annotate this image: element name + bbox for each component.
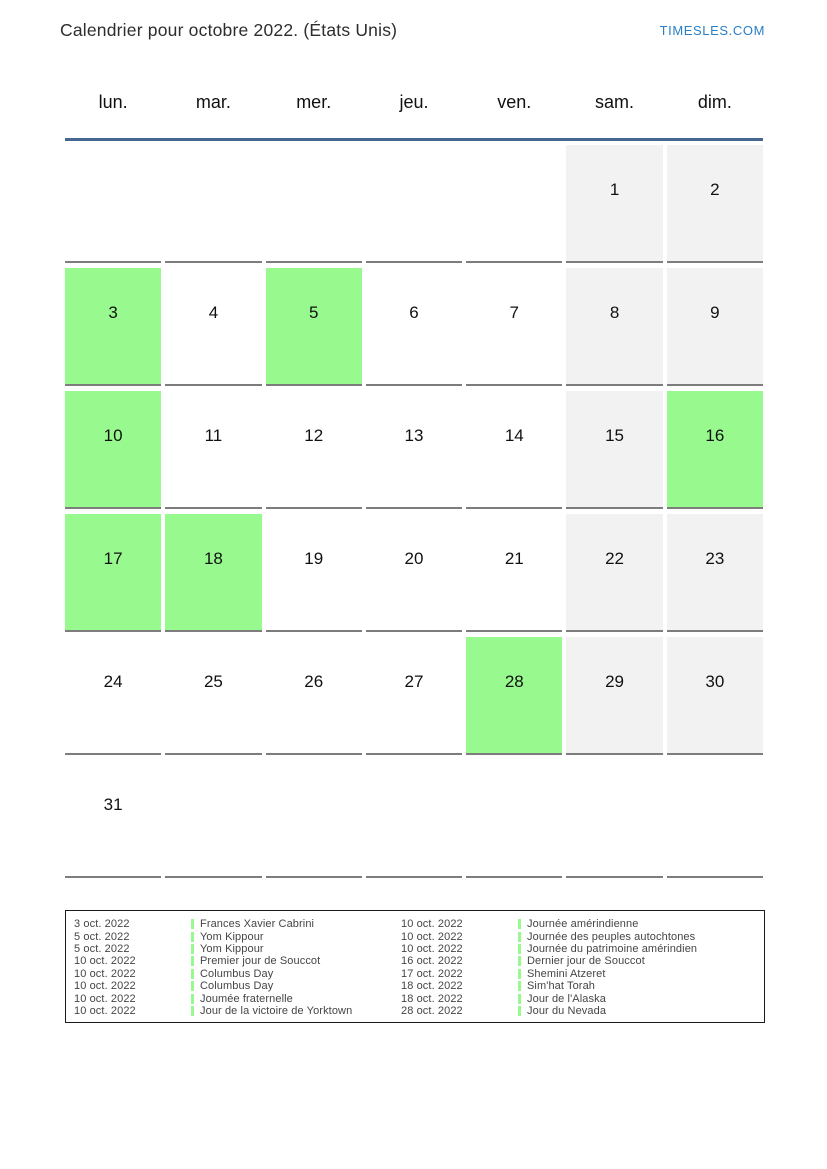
legend-box: [65, 910, 765, 1023]
legend-entry: [74, 968, 401, 980]
day-number: 1: [609, 180, 620, 199]
legend-column-1: [74, 918, 401, 1017]
holiday-marker-icon: [518, 944, 521, 954]
legend-date: 10 oct. 2022: [74, 955, 136, 968]
legend-date: 18 oct. 2022: [401, 992, 463, 1005]
legend-entry: [401, 955, 760, 967]
calendar-cell-empty: [466, 145, 562, 263]
calendar-cell-empty: [466, 760, 562, 878]
calendar-cell-13: [366, 391, 462, 509]
day-header-ven: ven.: [497, 92, 532, 112]
calendar-cell-25: [165, 637, 261, 755]
holiday-marker-icon: [518, 981, 521, 991]
legend-entry: [74, 992, 401, 1004]
day-number: 31: [103, 795, 123, 814]
legend-holiday-name: Frances Xavier Cabrini: [200, 918, 315, 931]
day-number: [466, 145, 562, 180]
legend-holiday-name: Jour du Nevada: [527, 1004, 607, 1017]
calendar-cell-22: [566, 514, 662, 632]
calendar-cell-empty: [366, 760, 462, 878]
calendar-cell-14: [466, 391, 562, 509]
calendar-cell-empty: [165, 145, 261, 263]
day-number: [566, 760, 662, 795]
calendar-cell-16: [667, 391, 763, 509]
holiday-marker-icon: [191, 969, 194, 979]
day-number: 4: [208, 303, 219, 322]
day-number: 18: [203, 549, 223, 568]
calendar-cell-27: [366, 637, 462, 755]
calendar-cell-31: [65, 760, 161, 878]
legend-date: 3 oct. 2022: [74, 918, 130, 931]
day-number: [667, 760, 763, 795]
holiday-marker-icon: [191, 944, 194, 954]
legend-holiday-name: Yom Kippour: [200, 930, 264, 943]
day-number: 27: [404, 672, 424, 691]
calendar-cell-3: [65, 268, 161, 386]
calendar-cell-6: [366, 268, 462, 386]
calendar-cell-9: [667, 268, 763, 386]
day-header-mar: mar.: [195, 92, 231, 112]
holiday-marker-icon: [191, 919, 194, 929]
calendar-cell-empty: [366, 145, 462, 263]
calendar-cell-empty: [266, 760, 362, 878]
legend-date: 17 oct. 2022: [401, 967, 463, 980]
legend-date: 10 oct. 2022: [74, 980, 136, 993]
calendar-cell-2: [667, 145, 763, 263]
holiday-marker-icon: [191, 994, 194, 1004]
calendar-cell-15: [566, 391, 662, 509]
holiday-marker-icon: [518, 956, 521, 966]
day-number: 12: [304, 426, 324, 445]
day-number: [466, 760, 562, 795]
calendar-cell-4: [165, 268, 261, 386]
day-number: 5: [308, 303, 319, 322]
legend-holiday-name: Journée du patrimoine amérindien: [527, 942, 698, 955]
calendar-cell-28: [466, 637, 562, 755]
day-number: 29: [605, 672, 625, 691]
day-number: 26: [304, 672, 324, 691]
calendar-cell-21: [466, 514, 562, 632]
calendar-cell-empty: [165, 760, 261, 878]
legend-holiday-name: Shemini Atzeret: [527, 967, 606, 980]
day-number: 2: [710, 180, 720, 199]
calendar-cell-30: [667, 637, 763, 755]
day-number: 15: [605, 426, 625, 445]
legend-entry: [401, 943, 760, 955]
day-number: [65, 145, 161, 180]
legend-holiday-name: Joumée fraternelle: [200, 992, 293, 1005]
calendar-cell-20: [366, 514, 462, 632]
calendar-cell-5: [266, 268, 362, 386]
calendar-cell-10: [65, 391, 161, 509]
calendar-cell-17: [65, 514, 161, 632]
day-header-mer: mer.: [296, 92, 332, 112]
day-number: 21: [504, 549, 524, 568]
legend-date: 18 oct. 2022: [401, 980, 463, 993]
legend-entry: [401, 992, 760, 1004]
day-header-dim: dim.: [697, 92, 732, 112]
legend-entry: [74, 1005, 401, 1017]
holiday-marker-icon: [191, 932, 194, 942]
calendar-cell-24: [65, 637, 161, 755]
legend-date: 5 oct. 2022: [74, 930, 130, 943]
day-number: 16: [705, 426, 725, 445]
legend-date: 28 oct. 2022: [401, 1004, 463, 1017]
day-number: 20: [404, 549, 424, 568]
day-number: 24: [103, 672, 123, 691]
legend-entry: [401, 968, 760, 980]
legend-date: 10 oct. 2022: [401, 918, 463, 931]
legend-entry: [74, 918, 401, 930]
day-number: [165, 760, 261, 795]
calendar-cell-12: [266, 391, 362, 509]
legend-holiday-name: Yom Kippour: [200, 942, 264, 955]
legend-holiday-name: Jour de l'Alaska: [527, 992, 606, 1005]
calendar-cell-23: [667, 514, 763, 632]
site-link[interactable]: TIMESLES.COM: [659, 23, 765, 38]
day-number: [266, 145, 362, 180]
day-number: 8: [609, 303, 620, 322]
holiday-marker-icon: [191, 981, 194, 991]
day-number: 17: [103, 549, 123, 568]
holiday-marker-icon: [191, 956, 194, 966]
calendar-cell-7: [466, 268, 562, 386]
day-number: 3: [108, 303, 118, 322]
day-number: 28: [504, 672, 524, 691]
day-number: 22: [605, 549, 625, 568]
calendar-cell-empty: [667, 760, 763, 878]
legend-holiday-name: Dernier jour de Souccot: [527, 955, 645, 968]
calendar-cell-18: [165, 514, 261, 632]
calendar-cell-empty: [65, 145, 161, 263]
holiday-marker-icon: [518, 969, 521, 979]
day-number: [366, 760, 462, 795]
day-number: 6: [409, 303, 419, 322]
day-header-lun: lun.: [98, 92, 128, 112]
legend-entry: [401, 930, 760, 942]
legend-date: 10 oct. 2022: [401, 942, 463, 955]
legend-column-2: [401, 918, 760, 1017]
legend-entry: [74, 955, 401, 967]
day-number: 13: [404, 426, 424, 445]
calendar: [65, 88, 763, 878]
calendar-cell-empty: [566, 760, 662, 878]
legend-holiday-name: Columbus Day: [200, 967, 274, 980]
day-number: 10: [103, 426, 123, 445]
day-header-sam: sam.: [595, 92, 635, 112]
legend-date: 5 oct. 2022: [74, 942, 130, 955]
holiday-marker-icon: [518, 932, 521, 942]
legend-entry: [74, 943, 401, 955]
day-number: 23: [705, 549, 725, 568]
day-number: 11: [204, 426, 223, 445]
legend-entry: [401, 1005, 760, 1017]
legend-date: 10 oct. 2022: [74, 992, 136, 1005]
day-header-jeu: jeu.: [399, 92, 429, 112]
legend-entry: [401, 980, 760, 992]
day-header-row: [65, 88, 763, 141]
calendar-cell-empty: [266, 145, 362, 263]
page-title: Calendrier pour octobre 2022. (États Unis): [60, 20, 398, 40]
calendar-cell-19: [266, 514, 362, 632]
legend-holiday-name: Columbus Day: [200, 980, 274, 993]
calendar-cell-29: [566, 637, 662, 755]
legend-holiday-name: Jour de la victoire de Yorktown: [200, 1004, 353, 1017]
day-number: 7: [509, 303, 520, 322]
legend-holiday-name: Sim'hat Torah: [527, 980, 596, 993]
day-number: [266, 760, 362, 795]
day-number: [366, 145, 462, 180]
legend-date: 10 oct. 2022: [74, 967, 136, 980]
day-number: [165, 145, 261, 180]
calendar-cell-26: [266, 637, 362, 755]
legend-entry: [74, 930, 401, 942]
day-number: 14: [504, 426, 524, 445]
legend-date: 10 oct. 2022: [401, 930, 463, 943]
calendar-grid: [65, 145, 763, 878]
holiday-marker-icon: [518, 994, 521, 1004]
legend-holiday-name: Journée amérindienne: [527, 918, 639, 931]
page-header: [60, 20, 765, 41]
legend-entry: [74, 980, 401, 992]
day-number: 19: [304, 549, 324, 568]
day-number: 25: [203, 672, 223, 691]
legend-date: 10 oct. 2022: [74, 1004, 136, 1017]
holiday-marker-icon: [191, 1006, 194, 1016]
calendar-cell-1: [566, 145, 662, 263]
legend-date: 16 oct. 2022: [401, 955, 463, 968]
day-number: 9: [710, 303, 720, 322]
day-number: 30: [705, 672, 725, 691]
legend-holiday-name: Journée des peuples autochtones: [527, 930, 696, 943]
calendar-cell-8: [566, 268, 662, 386]
legend-entry: [401, 918, 760, 930]
holiday-marker-icon: [518, 1006, 521, 1016]
holiday-marker-icon: [518, 919, 521, 929]
calendar-cell-11: [165, 391, 261, 509]
legend-holiday-name: Premier jour de Souccot: [200, 955, 321, 968]
